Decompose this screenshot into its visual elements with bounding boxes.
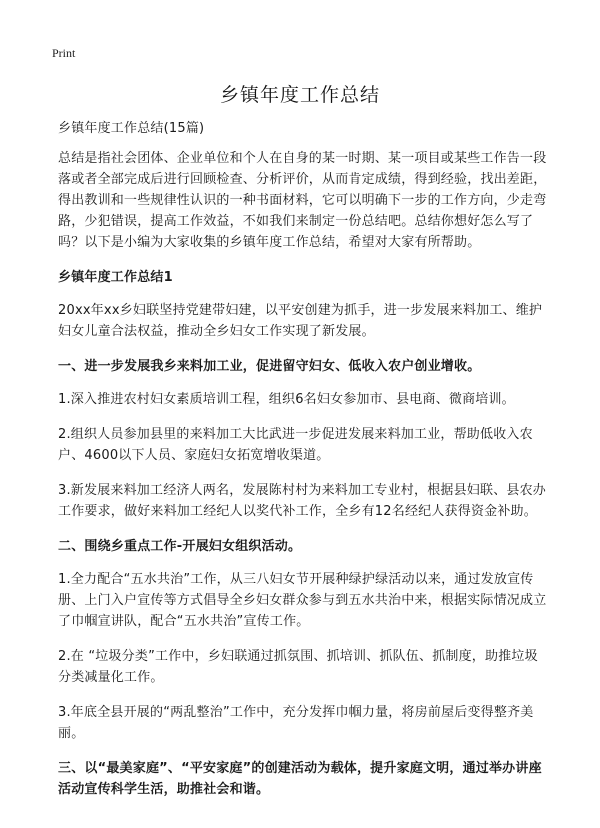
lead-paragraph: 20xx年xx乡妇联坚持党建带妇建，以平安创建为抓手，进一步发展来料加工、维护妇女儿童合法权益，推动全乡妇女工作实现了新发展。 — [58, 303, 543, 339]
section2-item-1: 1.全力配合“五水共治”工作，从三八妇女节开展种绿护绿活动以来，通过发放宣传册、上门入户宣传等方式倡导全乡妇女群众参与到五水共治中来，根据实际情况成立了巾帼宣讲队，配合“五水共治”宣传工作。 — [58, 572, 547, 629]
section-heading-2: 二、围绕乡重点工作-开展妇女组织活动。 — [58, 539, 302, 554]
section-heading-1: 一、进一步发展我乡来料加工业，促进留守妇女、低收入农户创业增收。 — [58, 359, 481, 374]
print-link[interactable]: Print — [52, 46, 76, 60]
section1-item-2: 2.组织人员参加县里的来料加工大比武进一步促进发展来料加工业，帮助低收入农户、4600以下人员、家庭妇女拓宽增收渠道。 — [58, 427, 533, 463]
document-subtitle: 乡镇年度工作总结(15篇) — [58, 121, 205, 136]
page-title: 乡镇年度工作总结 — [219, 84, 380, 106]
section1-item-1: 1.深入推进农村妇女素质培训工程，组织6名妇女参加市、县电商、微商培训。 — [58, 392, 515, 407]
section1-item-3: 3.新发展来料加工经济人两名，发展陈村村为来料加工专业村，根据县妇联、县农办工作要求，做好来料加工经纪人以奖代补工作，全乡有12名经纪人获得资金补助。 — [58, 483, 547, 519]
article-heading: 乡镇年度工作总结1 — [58, 270, 173, 285]
intro-paragraph: 总结是指社会团体、企业单位和个人在自身的某一时期、某一项目或某些工作告一段落或者全部完成后进行回顾检查、分析评价，从而肯定成绩，得到经验，找出差距，得出教训和一些规律性认识的一种书面材料，它可以明确下一步的工作方向，少走弯路，少犯错误，提高工作效益，不如我们来制定一份总结吧。总结你想好怎么写了吗？以下是小编为大家收集的乡镇年度工作总结，希望对大家有所帮助。 — [58, 151, 547, 250]
document-body — [58, 118, 548, 812]
section2-item-2: 2.在 “垃圾分类”工作中，乡妇联通过抓氛围、抓培训、抓队伍、抓制度，助推垃圾分类减量化工作。 — [58, 649, 538, 685]
section2-item-3: 3.年底全县开展的“两乱整治”工作中，充分发挥巾帼力量，将房前屋后变得整齐美丽。 — [58, 705, 534, 741]
section-heading-3: 三、以“最美家庭”、“平安家庭”的创建活动为载体，提升家庭文明，通过举办讲座活动宣传科学生活，助推社会和谐。 — [58, 761, 542, 797]
